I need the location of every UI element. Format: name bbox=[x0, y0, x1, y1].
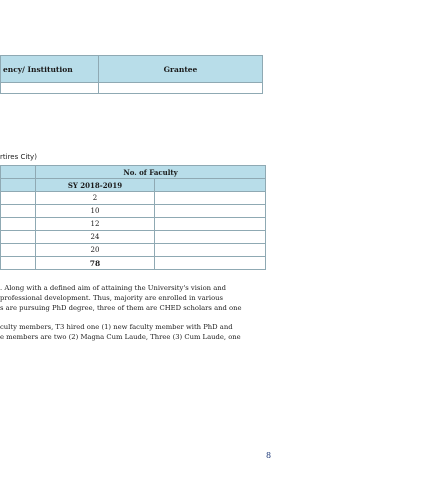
paragraph-line: culty members, T3 hired one (1) new faculty member with PhD and bbox=[0, 323, 233, 331]
faculty-subheader-blank bbox=[155, 179, 266, 192]
table-row bbox=[1, 192, 266, 205]
table-cell bbox=[1, 257, 36, 270]
table-cell bbox=[155, 218, 266, 231]
grant-empty-row bbox=[1, 83, 263, 94]
table-cell bbox=[1, 205, 36, 218]
faculty-table bbox=[0, 165, 266, 270]
faculty-header-blank bbox=[1, 166, 36, 179]
paragraph-line: professional development. Thus, majority are enrolled in various bbox=[0, 294, 224, 302]
page-number: 8 bbox=[266, 451, 272, 460]
table-row bbox=[1, 205, 266, 218]
faculty-count: 12 bbox=[36, 218, 155, 231]
table-cell bbox=[155, 205, 266, 218]
table-cell bbox=[155, 231, 266, 244]
faculty-sy-header: SY 2018-2019 bbox=[36, 179, 155, 192]
table-row bbox=[1, 244, 266, 257]
table-row bbox=[1, 218, 266, 231]
paragraph-line: e members are two (2) Magna Cum Laude, Three (3) Cum Laude, one bbox=[0, 333, 241, 341]
paragraph-2 bbox=[0, 322, 254, 342]
paragraph-line: s are pursuing PhD degree, three of them are CHED scholars and one bbox=[0, 304, 242, 312]
table-cell bbox=[1, 218, 36, 231]
paragraph-line: . Along with a defined aim of attaining the University's vision and bbox=[0, 284, 226, 292]
table-row-total bbox=[1, 257, 266, 270]
faculty-count: 10 bbox=[36, 205, 155, 218]
faculty-subheader-blank bbox=[1, 179, 36, 192]
table-cell bbox=[1, 231, 36, 244]
paragraph-1 bbox=[0, 283, 254, 313]
faculty-count: 2 bbox=[36, 192, 155, 205]
table-cell bbox=[1, 192, 36, 205]
grant-cell bbox=[1, 83, 99, 94]
table-row bbox=[1, 231, 266, 244]
grant-header-agency: ency/ Institution bbox=[1, 56, 99, 83]
faculty-group-header: No. of Faculty bbox=[36, 166, 266, 179]
table-cell bbox=[155, 257, 266, 270]
faculty-count: 24 bbox=[36, 231, 155, 244]
table-cell bbox=[155, 244, 266, 257]
faculty-total: 78 bbox=[36, 257, 155, 270]
grant-cell bbox=[99, 83, 263, 94]
table-cell bbox=[1, 244, 36, 257]
faculty-table-caption: rtires City) bbox=[0, 153, 37, 161]
faculty-count: 20 bbox=[36, 244, 155, 257]
table-cell bbox=[155, 192, 266, 205]
grant-table bbox=[0, 55, 263, 94]
grant-header-grantee: Grantee bbox=[99, 56, 263, 83]
